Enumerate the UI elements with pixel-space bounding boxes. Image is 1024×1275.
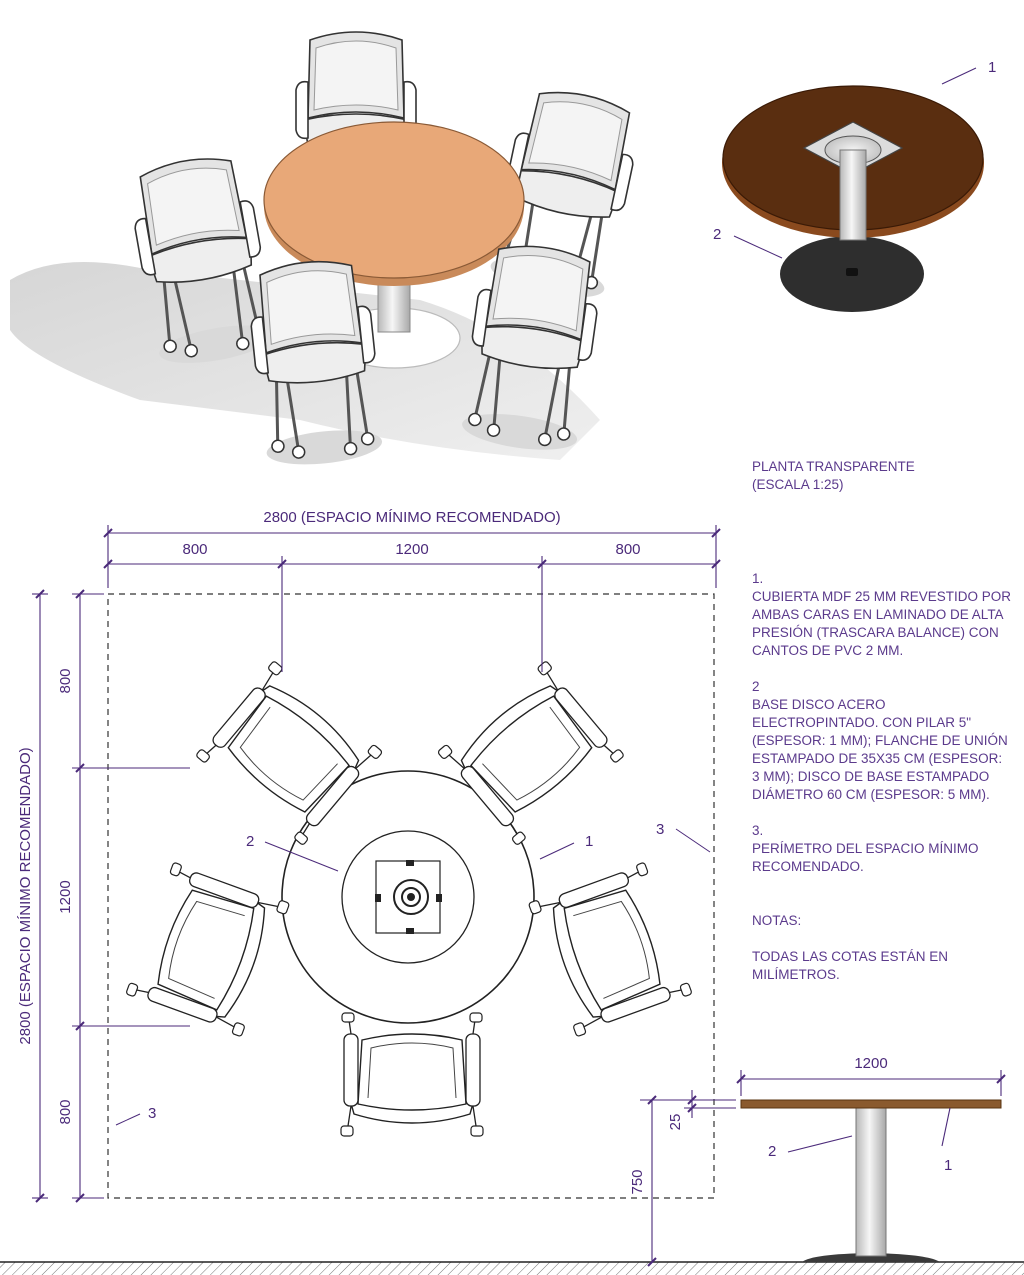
transparent-title-line1: PLANTA TRANSPARENTE: [752, 459, 915, 474]
note-3-line: PERÍMETRO DEL ESPACIO MÍNIMO: [752, 841, 979, 856]
floor-hatch: [0, 1262, 1024, 1275]
height-seg-top-label: 800: [57, 668, 74, 694]
note-2-line: ESTAMPADO DE 35X35 CM (ESPESOR:: [752, 751, 1003, 766]
iso-tabletop: [264, 122, 524, 278]
note-1-number: 1.: [752, 571, 764, 586]
note-2-line: 3 MM); DISCO DE BASE ESTAMPADO: [752, 769, 990, 784]
note-3-number: 3.: [752, 823, 764, 838]
note-1-line: CANTOS DE PVC 2 MM.: [752, 643, 904, 658]
note-2-number: 2: [752, 679, 760, 694]
transparent-callout-1: 1: [988, 59, 997, 76]
plan-chair-right: [528, 861, 692, 1037]
elevation-width-label: 1200: [854, 1055, 888, 1072]
note-2-line: (ESPESOR: 1 MM); FLANCHE DE UNIÓN: [752, 733, 1008, 748]
note-3-line: RECOMENDADO.: [752, 859, 864, 874]
transparent-callout-2: 2: [713, 226, 722, 243]
transparent-view: [713, 59, 996, 312]
plan-callout-2: 2: [246, 833, 255, 850]
plan-chair-left: [125, 861, 289, 1037]
elevation-height-label: 750: [629, 1169, 646, 1195]
width-seg-right-label: 800: [615, 541, 641, 558]
elevation-pole: [856, 1108, 886, 1256]
notas-title: NOTAS:: [752, 913, 802, 928]
note-1-line: AMBAS CARAS EN LAMINADO DE ALTA: [752, 607, 1004, 622]
note-2-line: DIÁMETRO 60 CM (ESPESOR: 5 MM).: [752, 787, 990, 802]
transparent-view-title: [752, 458, 1022, 494]
plan-callout-1: 1: [585, 833, 594, 850]
width-seg-left-label: 800: [182, 541, 208, 558]
plan-callout-3-left: 3: [148, 1105, 157, 1122]
notas-line: MILÍMETROS.: [752, 967, 840, 982]
plan-callout-3-right: 3: [656, 821, 665, 838]
overall-height-label: 2800 (ESPACIO MÍNIMO RECOMENDADO): [17, 747, 34, 1045]
iso-chair-front-left: [245, 256, 385, 469]
overall-width-label: 2800 (ESPACIO MÍNIMO RECOMENDADO): [263, 509, 561, 526]
height-seg-bottom-label: 800: [57, 1099, 74, 1125]
transparent-pole: [840, 150, 866, 240]
plan-chair-bottom: [341, 1013, 483, 1136]
elevation-thickness-label: 25: [667, 1113, 684, 1131]
width-seg-mid-label: 1200: [395, 541, 429, 558]
elevation-callout-1: 1: [944, 1157, 953, 1174]
elevation-callout-2: 2: [768, 1143, 777, 1160]
notas-line: TODAS LAS COTAS ESTÁN EN: [752, 949, 949, 964]
note-2-line: ELECTROPINTADO. CON PILAR 5": [752, 715, 972, 730]
note-2-line: BASE DISCO ACERO: [752, 697, 886, 712]
plan-view: [108, 594, 714, 1198]
transparent-title-line2: (ESCALA 1:25): [752, 477, 844, 492]
note-1-line: CUBIERTA MDF 25 MM REVESTIDO POR: [752, 589, 1012, 604]
isometric-view: [10, 32, 645, 470]
notes-block: [752, 570, 1022, 984]
height-seg-mid-label: 1200: [57, 880, 74, 914]
elevation-tabletop: [741, 1100, 1001, 1108]
elevation-view: [0, 1055, 1024, 1275]
note-1-line: PRESIÓN (TRASCARA BALANCE) CON: [752, 625, 999, 640]
